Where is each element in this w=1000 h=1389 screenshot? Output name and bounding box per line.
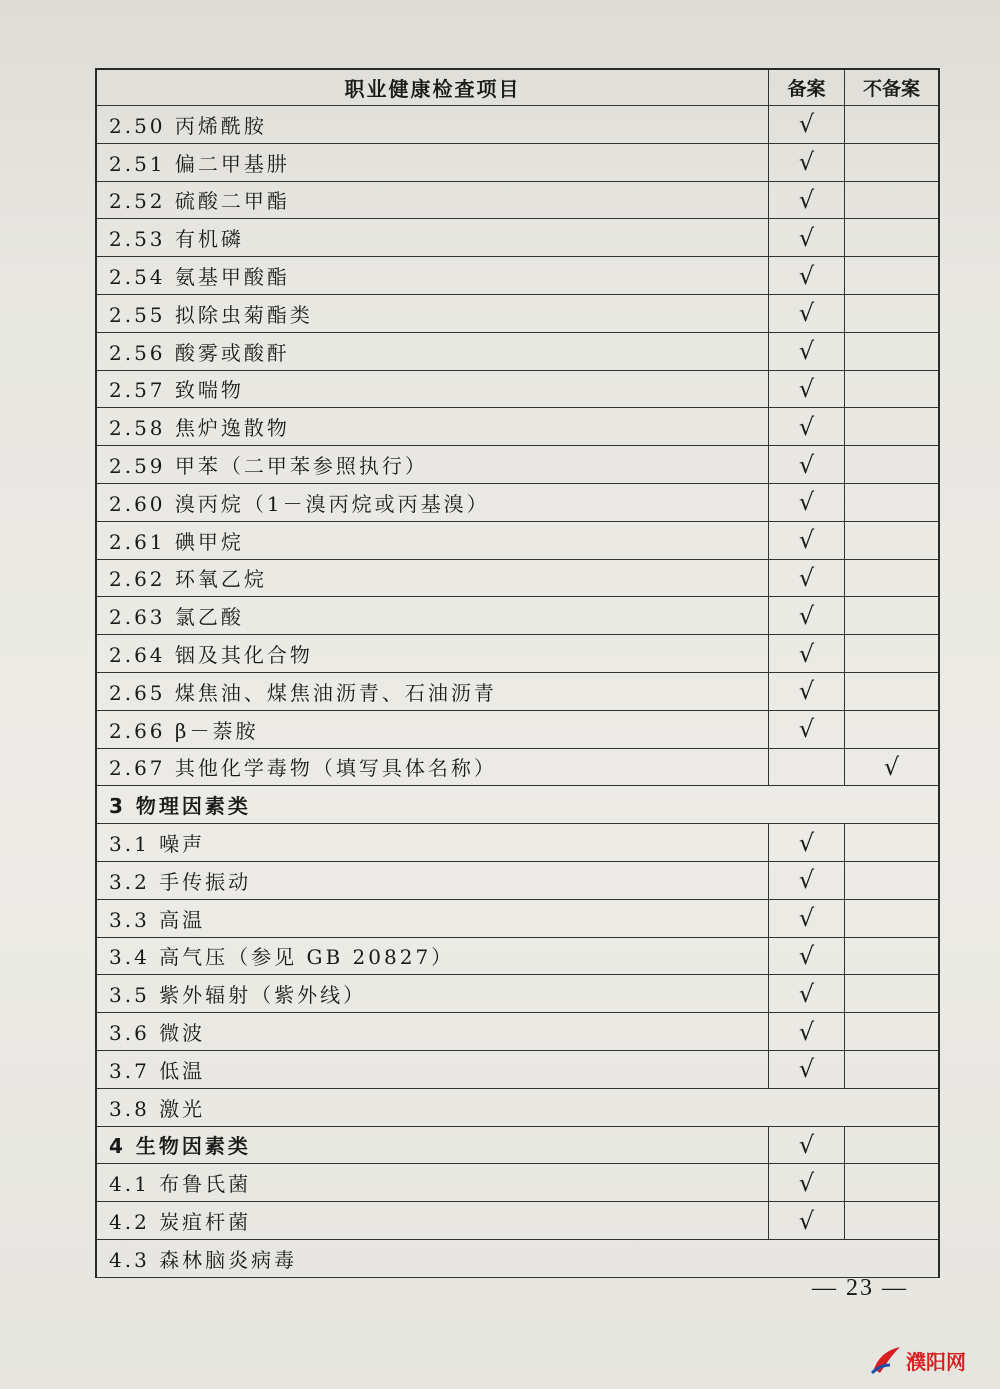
table-row: [97, 824, 938, 862]
item-name: 4.3 森林脑炎病毒: [109, 1247, 298, 1272]
table-row: [97, 900, 938, 938]
table-row: [97, 1127, 938, 1165]
item-name: 3.1 噪声: [97, 824, 769, 861]
reg-mark: √: [769, 560, 845, 597]
table-row: [97, 1164, 938, 1202]
header-noreg: 不备案: [862, 78, 920, 100]
reg-mark: [769, 749, 845, 786]
table-row: [97, 711, 938, 749]
reg-mark: √: [769, 597, 845, 634]
noreg-mark: [845, 560, 938, 597]
table-row: [97, 522, 938, 560]
health-check-table: [95, 68, 940, 1278]
reg-mark: √: [769, 106, 845, 143]
table-row: [97, 1202, 938, 1240]
item-name: 2.56 酸雾或酸酐: [97, 333, 769, 370]
reg-mark: √: [769, 371, 845, 408]
item-name: 2.66 β－萘胺: [97, 711, 769, 748]
noreg-mark: [845, 446, 938, 483]
noreg-mark: √: [883, 752, 900, 781]
noreg-mark: [845, 673, 938, 710]
reg-mark: √: [769, 635, 845, 672]
reg-mark: √: [769, 1013, 845, 1050]
item-name: 3.2 手传振动: [97, 862, 769, 899]
reg-mark: √: [769, 1127, 845, 1164]
section-heading: 4 生物因素类: [97, 1127, 769, 1164]
item-name: 2.59 甲苯（二甲苯参照执行）: [97, 446, 769, 483]
noreg-mark: [845, 975, 938, 1012]
noreg-mark: [845, 900, 938, 937]
item-name: 2.57 致喘物: [97, 371, 769, 408]
item-name: 2.50 丙烯酰胺: [97, 106, 769, 143]
table-row: [97, 975, 938, 1013]
item-name: 3.8 激光: [109, 1096, 206, 1121]
table-row: [97, 257, 938, 295]
table-row: [97, 1240, 938, 1278]
noreg-mark: [845, 1013, 938, 1050]
table-header: [97, 70, 938, 106]
item-name: 3.4 高气压（参见 GB 20827）: [97, 938, 769, 975]
table-row: [97, 560, 938, 598]
header-reg: 备案: [769, 70, 845, 105]
site-logo-icon: [870, 1343, 904, 1377]
reg-mark: √: [769, 408, 845, 445]
table-row: [97, 446, 938, 484]
noreg-mark: [845, 1164, 938, 1201]
table-body: [97, 106, 938, 1278]
noreg-mark: [845, 484, 938, 521]
noreg-mark: [845, 333, 938, 370]
table-row: [97, 333, 938, 371]
item-name: 3.3 高温: [97, 900, 769, 937]
table-row: [97, 408, 938, 446]
noreg-mark: [845, 1051, 938, 1088]
noreg-mark: [845, 257, 938, 294]
item-name: 2.63 氯乙酸: [97, 597, 769, 634]
item-name: 3.6 微波: [97, 1013, 769, 1050]
table-row: [97, 635, 938, 673]
table-row: [97, 673, 938, 711]
reg-mark: √: [769, 1202, 845, 1239]
reg-mark: √: [769, 144, 845, 181]
reg-mark: √: [769, 522, 845, 559]
noreg-mark: [845, 371, 938, 408]
noreg-mark: [845, 295, 938, 332]
item-name: 2.64 铟及其化合物: [97, 635, 769, 672]
noreg-mark: [845, 106, 938, 143]
item-name: 2.65 煤焦油、煤焦油沥青、石油沥青: [97, 673, 769, 710]
header-item: 职业健康检查项目: [97, 70, 769, 105]
reg-mark: √: [769, 484, 845, 521]
page-number: — 23 —: [812, 1275, 908, 1301]
watermark-logo: [870, 1340, 995, 1380]
noreg-mark: [845, 938, 938, 975]
item-name: 2.52 硫酸二甲酯: [97, 182, 769, 219]
table-row: [97, 219, 938, 257]
watermark-text: 濮阳网: [906, 1349, 966, 1374]
table-row: [97, 786, 938, 824]
noreg-mark: [845, 144, 938, 181]
table-row: [97, 371, 938, 409]
item-name: 2.67 其他化学毒物（填写具体名称）: [97, 749, 769, 786]
item-name: 2.51 偏二甲基肼: [97, 144, 769, 181]
noreg-mark: [845, 1202, 938, 1239]
item-name: 4.1 布鲁氏菌: [97, 1164, 769, 1201]
table-row: [97, 484, 938, 522]
item-name: 2.60 溴丙烷（1－溴丙烷或丙基溴）: [97, 484, 769, 521]
reg-mark: √: [769, 862, 845, 899]
reg-mark: √: [769, 711, 845, 748]
item-name: 4.2 炭疽杆菌: [97, 1202, 769, 1239]
reg-mark: √: [769, 333, 845, 370]
noreg-mark: [845, 824, 938, 861]
noreg-mark: [845, 408, 938, 445]
item-name: 2.55 拟除虫菊酯类: [97, 295, 769, 332]
table-row: [97, 106, 938, 144]
reg-mark: √: [769, 182, 845, 219]
reg-mark: √: [769, 673, 845, 710]
noreg-mark: [845, 219, 938, 256]
reg-mark: √: [769, 1051, 845, 1088]
table-row: [97, 1089, 938, 1127]
table-row: [97, 862, 938, 900]
table-row: [97, 749, 938, 787]
reg-mark: √: [769, 1164, 845, 1201]
table-row: [97, 1051, 938, 1089]
table-row: [97, 295, 938, 333]
item-name: 2.58 焦炉逸散物: [97, 408, 769, 445]
item-name: 2.62 环氧乙烷: [97, 560, 769, 597]
reg-mark: √: [769, 219, 845, 256]
item-name: 3.5 紫外辐射（紫外线）: [97, 975, 769, 1012]
noreg-mark: [845, 1127, 938, 1164]
item-name: 2.54 氨基甲酸酯: [97, 257, 769, 294]
table-row: [97, 182, 938, 220]
reg-mark: √: [769, 257, 845, 294]
table-row: [97, 938, 938, 976]
item-name: 2.61 碘甲烷: [97, 522, 769, 559]
noreg-mark: [845, 597, 938, 634]
noreg-mark: [845, 182, 938, 219]
reg-mark: √: [769, 975, 845, 1012]
item-name: 2.53 有机磷: [97, 219, 769, 256]
table-row: [97, 144, 938, 182]
noreg-mark: [845, 635, 938, 672]
reg-mark: √: [769, 446, 845, 483]
reg-mark: √: [769, 295, 845, 332]
table-row: [97, 1013, 938, 1051]
item-name: 3.7 低温: [97, 1051, 769, 1088]
noreg-mark: [845, 862, 938, 899]
noreg-mark: [845, 522, 938, 559]
reg-mark: √: [769, 824, 845, 861]
reg-mark: √: [769, 938, 845, 975]
section-heading: 3 物理因素类: [109, 794, 251, 819]
table-row: [97, 597, 938, 635]
reg-mark: √: [769, 900, 845, 937]
noreg-mark: [845, 711, 938, 748]
